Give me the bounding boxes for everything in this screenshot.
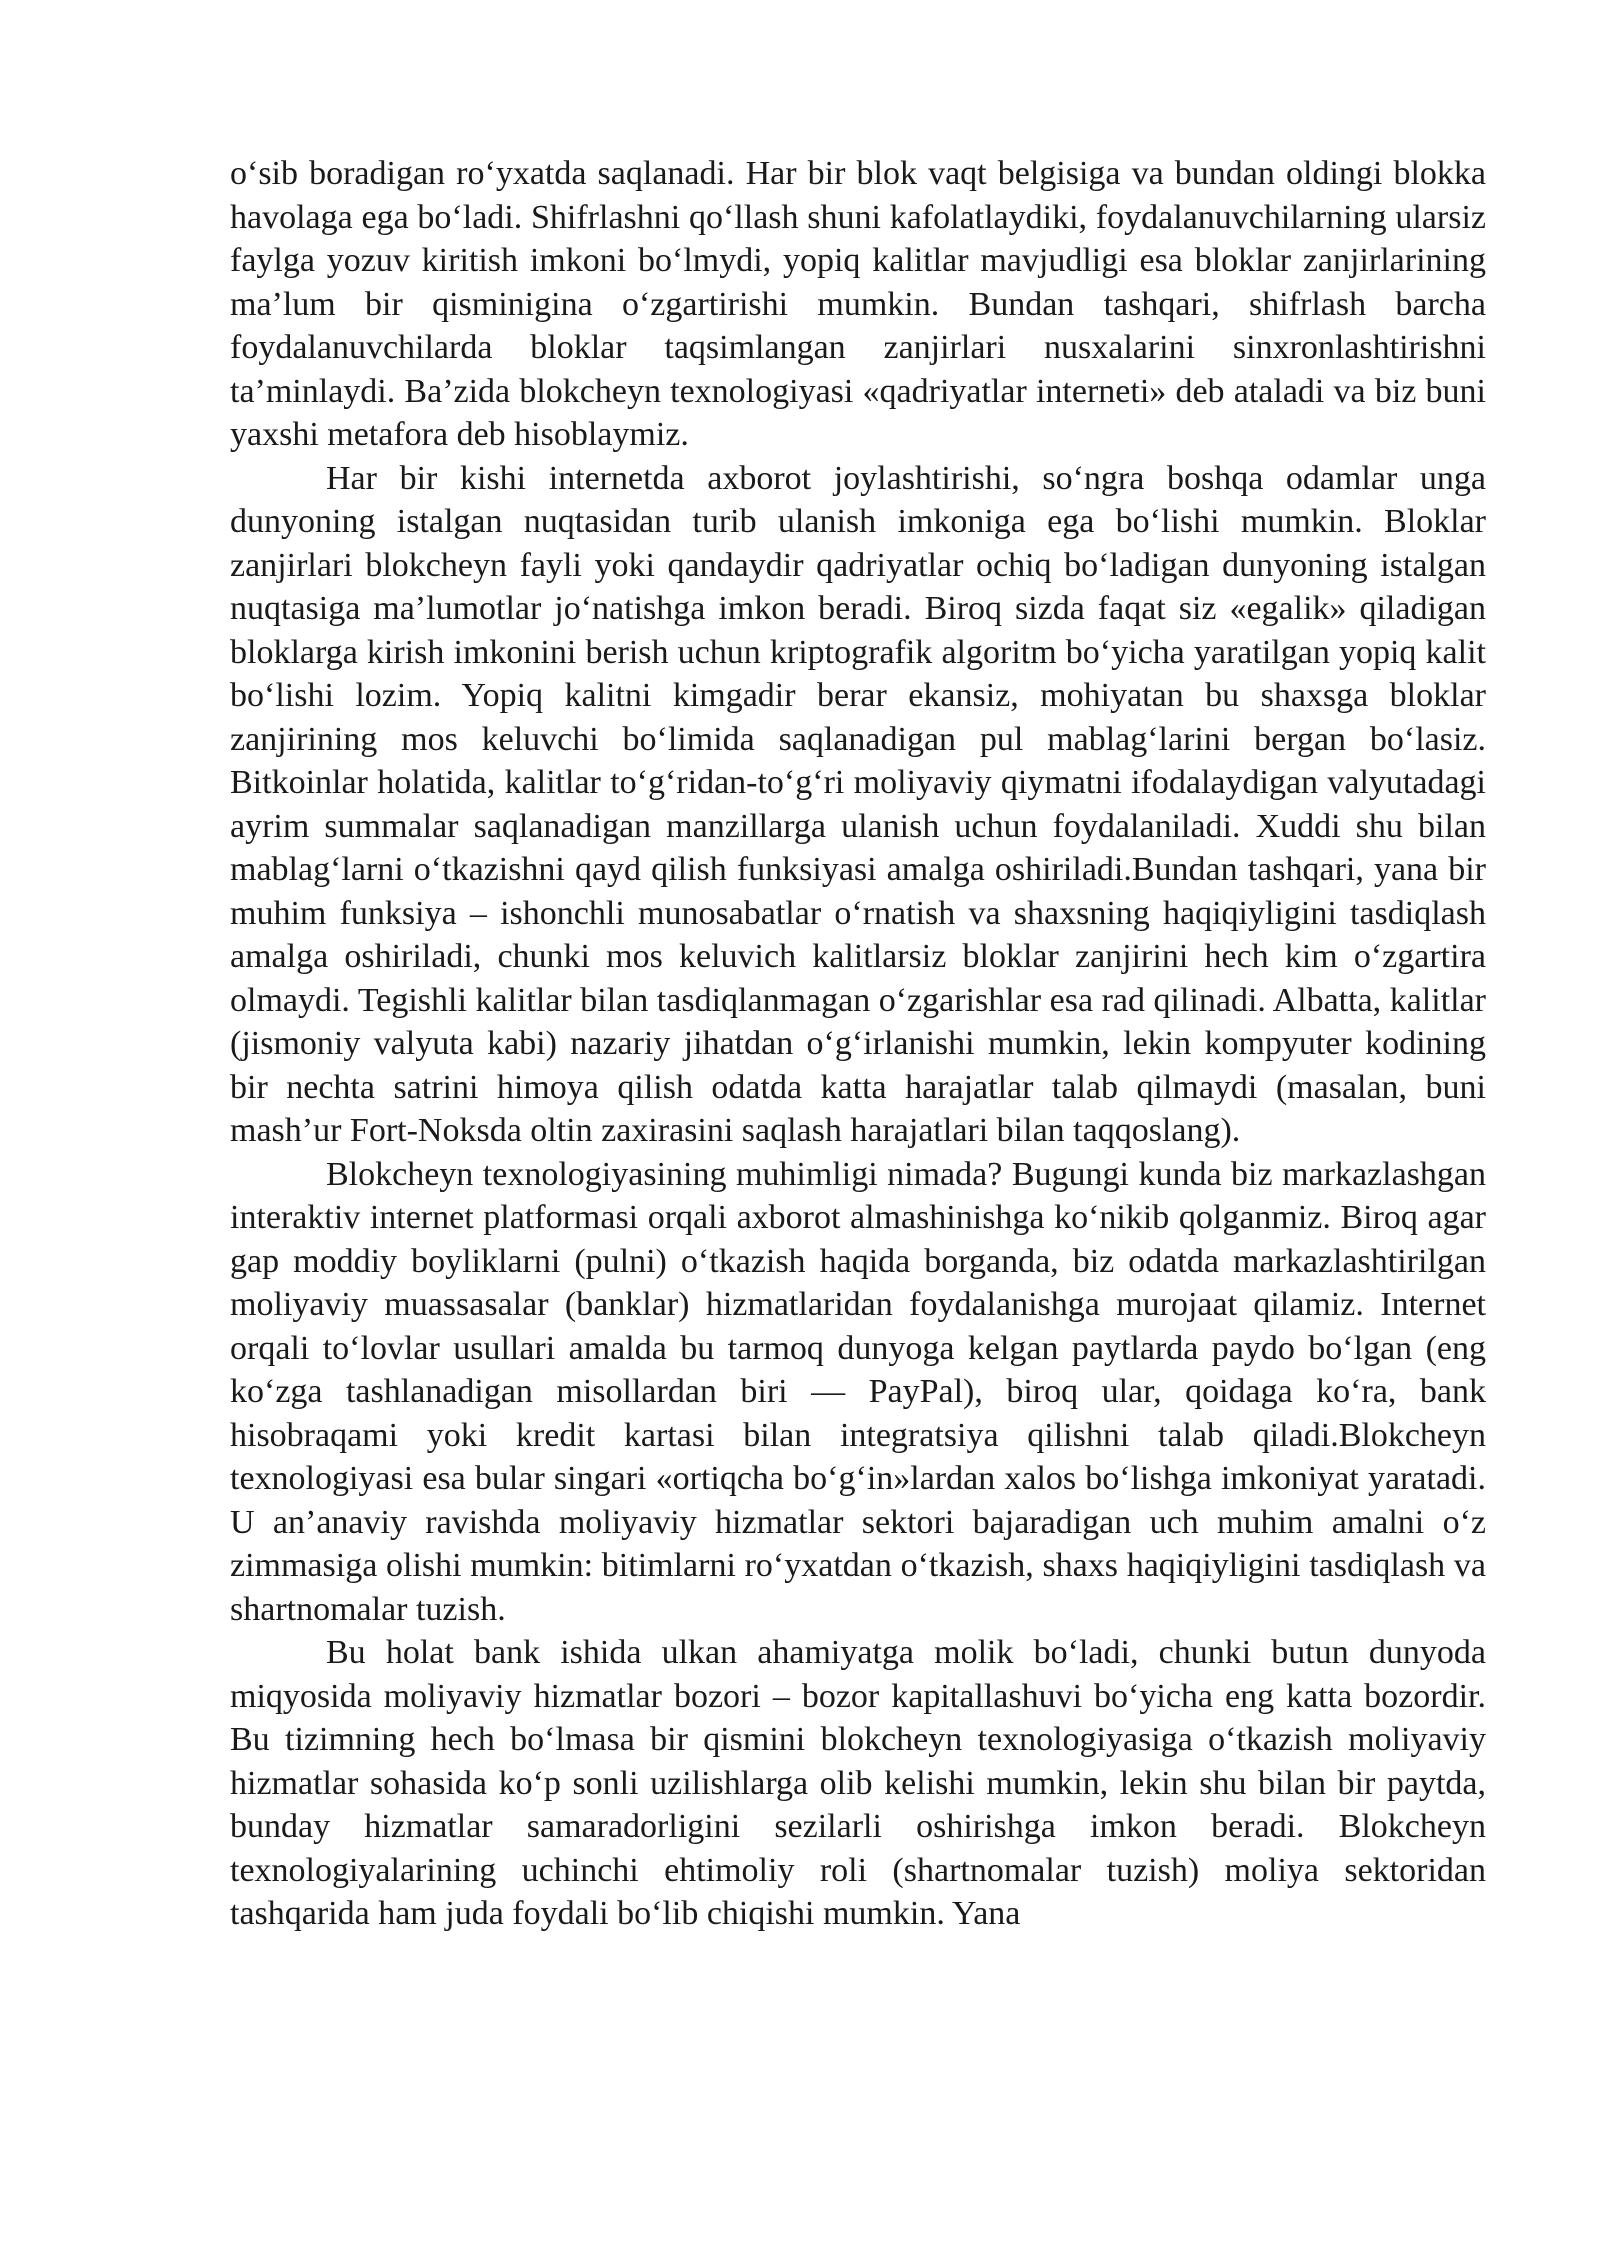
paragraph-4: Bu holat bank ishida ulkan ahamiyatga molik bo‘ladi, chunki butun dunyoda miqyosida moliyaviy hizmatlar bozori – bozor kapitallashuvi bo‘yicha eng katta bozordir. Bu tizimning hech bo‘lmasa bir qismini blokcheyn texnologiyasiga o‘tkazish moliyaviy hizmatlar sohasida ko‘p sonli uzilishlarga olib kelishi mumkin, lekin shu bilan bir paytda, bunday hizmatlar samaradorligini sezilarli oshirishga imkon beradi. Blokcheyn texnologiyalarining uchinchi ehtimoliy roli (shartnomalar tuzish) moliya sektoridan tashqarida ham juda foydali bo‘lib chiqishi mumkin. Yana bbox=[230, 1634, 1486, 1932]
paragraph-2: Har bir kishi internetda axborot joylashtirishi, so‘ngra boshqa odamlar unga dunyoning istalgan nuqtasidan turib ulanish imkoniga ega bo‘lishi mumkin. Bloklar zanjirlari blokcheyn fayli yoki qandaydir qadriyatlar ochiq bo‘ladigan dunyoning istalgan nuqtasiga ma’lumotlar jo‘natishga imkon beradi. Biroq sizda faqat siz «egalik» qiladigan bloklarga kirish imkonini berish uchun kriptografik algoritm bo‘yicha yaratilgan yopiq kalit bo‘lishi lozim. Yopiq kalitni kimgadir berar ekansiz, mohiyatan bu shaxsga bloklar zanjirining mos keluvchi bo‘limida saqlanadigan pul mablag‘larini bergan bo‘lasiz. Bitkoinlar holatida, kalitlar to‘g‘ridan-to‘g‘ri moliyaviy qiymatni ifodalaydigan valyutadagi ayrim summalar saqlanadigan manzillarga ulanish uchun foydalaniladi. Xuddi shu bilan mablag‘larni o‘tkazishni qayd qilish funksiyasi amalga oshiriladi.Bundan tashqari, yana bir muhim funksiya – ishonchli munosabatlar o‘rnatish va shaxsning haqiqiyligini tasdiqlash amalga oshiriladi, chunki mos keluvich kalitlarsiz bloklar zanjirini hech kim o‘zgartira olmaydi. Tegishli kalitlar bilan tasdiqlanmagan o‘zgarishlar esa rad qilinadi. Albatta, kalitlar (jismoniy valyuta kabi) nazariy jihatdan o‘g‘irlanishi mumkin, lekin kompyuter kodining bir nechta satrini himoya qilish odatda katta harajatlar talab qilmaydi (masalan, buni mash’ur Fort-Noksda oltin zaxirasini saqlash harajatlari bilan taqqoslang). bbox=[230, 459, 1486, 1149]
document-page bbox=[230, 152, 1486, 1936]
paragraph-1: o‘sib boradigan ro‘yxatda saqlanadi. Har bir blok vaqt belgisiga va bundan oldingi blokka havolaga ega bo‘ladi. Shifrlashni qo‘llash shuni kafolatlaydiki, foydalanuvchilarning ularsiz faylga yozuv kiritish imkoni bo‘lmydi, yopiq kalitlar mavjudligi esa bloklar zanjirlarining ma’lum bir qisminigina o‘zgartirishi mumkin. Bundan tashqari, shifrlash barcha foydalanuvchilarda bloklar taqsimlangan zanjirlari nusxalarini sinxronlashtirishni ta’minlaydi. Ba’zida blokcheyn texnologiyasi «qadriyatlar interneti» deb ataladi va biz buni yaxshi metafora deb hisoblaymiz. bbox=[230, 155, 1486, 453]
paragraph-3: Blokcheyn texnologiyasining muhimligi nimada? Bugungi kunda biz markazlashgan interaktiv internet platformasi orqali axborot almashinishga ko‘nikib qolganmiz. Biroq agar gap moddiy boyliklarni (pulni) o‘tkazish haqida borganda, biz odatda markazlashtirilgan moliyaviy muassasalar (banklar) hizmatlaridan foydalanishga murojaat qilamiz. Internet orqali to‘lovlar usullari amalda bu tarmoq dunyoga kelgan paytlarda paydo bo‘lgan (eng ko‘zga tashlanadigan misollardan biri — PayPal), biroq ular, qoidaga ko‘ra, bank hisobraqami yoki kredit kartasi bilan integratsiya qilishni talab qiladi.Blokcheyn texnologiyasi esa bular singari «ortiqcha bo‘g‘in»lardan xalos bo‘lishga imkoniyat yaratadi. U an’anaviy ravishda moliyaviy hizmatlar sektori bajaradigan uch muhim amalni o‘z zimmasiga olishi mumkin: bitimlarni ro‘yxatdan o‘tkazish, shaxs haqiqiyligini tasdiqlash va shartnomalar tuzish. bbox=[230, 1155, 1486, 1628]
